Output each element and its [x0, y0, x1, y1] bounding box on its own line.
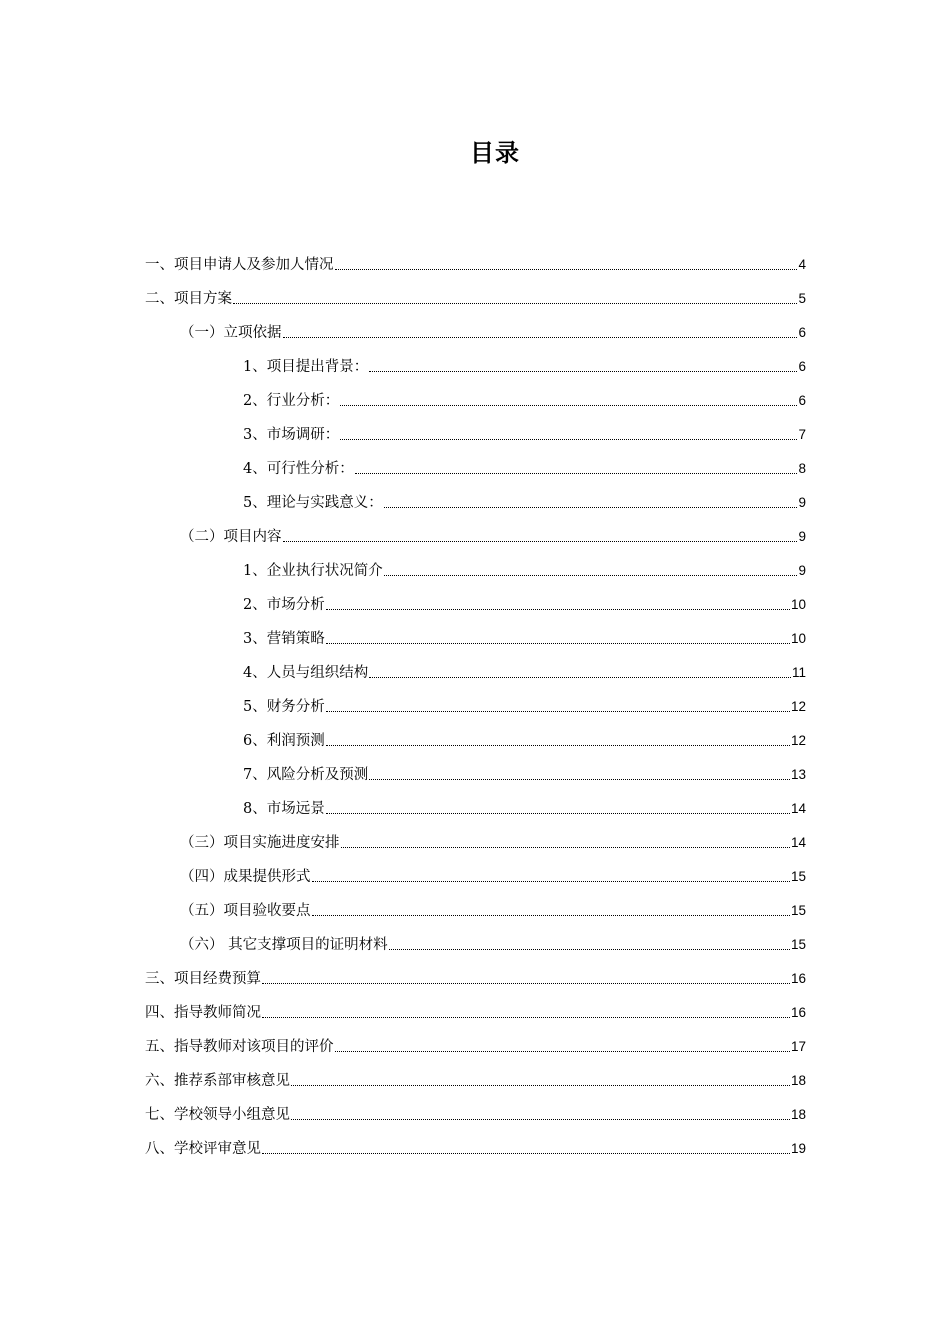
toc-leader-dots	[326, 745, 790, 746]
toc-entry-label: 七、学校领导小组意见	[145, 1107, 290, 1123]
toc-entry-label: 5、财务分析	[243, 699, 325, 715]
toc-entry[interactable]	[145, 964, 806, 988]
toc-entry-label: 八、学校评审意见	[145, 1141, 261, 1157]
toc-entry[interactable]	[243, 726, 806, 750]
toc-entry-label: 5、理论与实践意义：	[243, 495, 383, 511]
toc-entry-label: 五、指导教师对该项目的评价	[145, 1039, 334, 1055]
toc-entry-label: 1、企业执行状况简介	[243, 563, 383, 579]
toc-entry-label: 7、风险分析及预测	[243, 767, 369, 783]
toc-leader-dots	[355, 473, 798, 474]
toc-page-number: 15	[790, 937, 806, 952]
toc-entry[interactable]	[180, 930, 806, 954]
toc-page-number: 6	[798, 359, 806, 374]
toc-page-number: 8	[798, 461, 806, 476]
toc-page-number: 9	[798, 563, 806, 578]
toc-leader-dots	[335, 1051, 790, 1052]
toc-entry[interactable]	[145, 1066, 806, 1090]
toc-entry[interactable]	[180, 862, 806, 886]
toc-entry[interactable]	[145, 1032, 806, 1056]
toc-leader-dots	[369, 779, 790, 780]
toc-leader-dots	[326, 609, 790, 610]
toc-entry[interactable]	[243, 590, 806, 614]
toc-leader-dots	[335, 269, 798, 270]
toc-entry[interactable]	[243, 454, 806, 478]
toc-page-number: 10	[790, 631, 806, 646]
toc-page-number: 9	[798, 529, 806, 544]
toc-leader-dots	[384, 575, 798, 576]
toc-entry[interactable]	[243, 488, 806, 512]
toc-page-number: 7	[798, 427, 806, 442]
toc-entry[interactable]	[243, 420, 806, 444]
toc-entry-label: 四、指导教师简况	[145, 1005, 261, 1021]
toc-entry[interactable]	[145, 250, 806, 274]
toc-page-number: 11	[791, 665, 806, 680]
toc-page-number: 17	[790, 1039, 806, 1054]
toc-leader-dots	[340, 439, 797, 440]
toc-leader-dots	[262, 1153, 790, 1154]
toc-entry-label: 2、市场分析	[243, 597, 325, 613]
toc-entry-label: （二）项目内容	[180, 529, 282, 545]
toc-entry-label: 2、行业分析：	[243, 393, 340, 409]
toc-entry[interactable]	[180, 318, 806, 342]
toc-entry-label: （六） 其它支撑项目的证明材料	[180, 937, 388, 953]
toc-page-number: 18	[790, 1073, 806, 1088]
toc-entry[interactable]	[243, 794, 806, 818]
toc-page-number: 18	[790, 1107, 806, 1122]
toc-page-number: 14	[790, 801, 806, 816]
toc-entry-label: 二、项目方案	[145, 291, 232, 307]
toc-entry-label: （四）成果提供形式	[180, 869, 311, 885]
toc-leader-dots	[283, 541, 798, 542]
toc-entry-label: 4、人员与组织结构	[243, 665, 369, 681]
toc-leader-dots	[312, 915, 790, 916]
toc-entry[interactable]	[180, 522, 806, 546]
toc-leader-dots	[384, 507, 798, 508]
toc-entry[interactable]	[145, 284, 806, 308]
toc-entry-label: （五）项目验收要点	[180, 903, 311, 919]
toc-entry-label: 6、利润预测	[243, 733, 325, 749]
toc-leader-dots	[326, 643, 790, 644]
toc-leader-dots	[262, 1017, 790, 1018]
page-title: 目录	[470, 138, 520, 167]
toc-entry[interactable]	[243, 556, 806, 580]
toc-page-number: 4	[798, 257, 806, 272]
toc-page-number: 6	[798, 393, 806, 408]
toc-page-number: 9	[798, 495, 806, 510]
toc-entry[interactable]	[180, 896, 806, 920]
toc-entry[interactable]	[243, 352, 806, 376]
toc-leader-dots	[326, 711, 790, 712]
toc-entry[interactable]	[243, 624, 806, 648]
toc-entry[interactable]	[243, 692, 806, 716]
toc-leader-dots	[340, 405, 797, 406]
toc-entry-label: 8、市场远景	[243, 801, 325, 817]
toc-page-number: 15	[790, 903, 806, 918]
toc-page-number: 15	[790, 869, 806, 884]
toc-leader-dots	[283, 337, 798, 338]
toc-page-number: 16	[790, 971, 806, 986]
toc-entry-label: 4、可行性分析：	[243, 461, 354, 477]
toc-leader-dots	[389, 949, 790, 950]
toc-leader-dots	[233, 303, 797, 304]
toc-entry-label: （三）项目实施进度安排	[180, 835, 340, 851]
toc-leader-dots	[369, 677, 791, 678]
toc-leader-dots	[326, 813, 790, 814]
toc-entry-label: 三、项目经费预算	[145, 971, 261, 987]
toc-leader-dots	[369, 371, 797, 372]
toc-page-number: 14	[790, 835, 806, 850]
toc-leader-dots	[262, 983, 790, 984]
toc-entry[interactable]	[145, 1100, 806, 1124]
toc-page-number: 12	[790, 733, 806, 748]
toc-page-number: 5	[798, 291, 806, 306]
toc-entry-label: 一、项目申请人及参加人情况	[145, 257, 334, 273]
toc-entry[interactable]	[243, 760, 806, 784]
toc-page-number: 13	[790, 767, 806, 782]
toc-leader-dots	[291, 1119, 790, 1120]
toc-entry-label: 3、市场调研：	[243, 427, 340, 443]
toc-entry[interactable]	[243, 658, 806, 682]
toc-entry[interactable]	[243, 386, 806, 410]
toc-entry[interactable]	[180, 828, 806, 852]
toc-entry[interactable]	[145, 1134, 806, 1158]
toc-entry-label: 1、项目提出背景：	[243, 359, 369, 375]
toc-entry-label: （一）立项依据	[180, 325, 282, 341]
toc-page-number: 19	[790, 1141, 806, 1156]
toc-page-number: 16	[790, 1005, 806, 1020]
toc-leader-dots	[291, 1085, 790, 1086]
toc-entry[interactable]	[145, 998, 806, 1022]
toc-page-number: 12	[790, 699, 806, 714]
toc-page-number: 10	[790, 597, 806, 612]
toc-leader-dots	[341, 847, 790, 848]
toc-entry-label: 六、推荐系部审核意见	[145, 1073, 290, 1089]
toc-page-number: 6	[798, 325, 806, 340]
toc-entry-label: 3、营销策略	[243, 631, 325, 647]
toc-leader-dots	[312, 881, 790, 882]
